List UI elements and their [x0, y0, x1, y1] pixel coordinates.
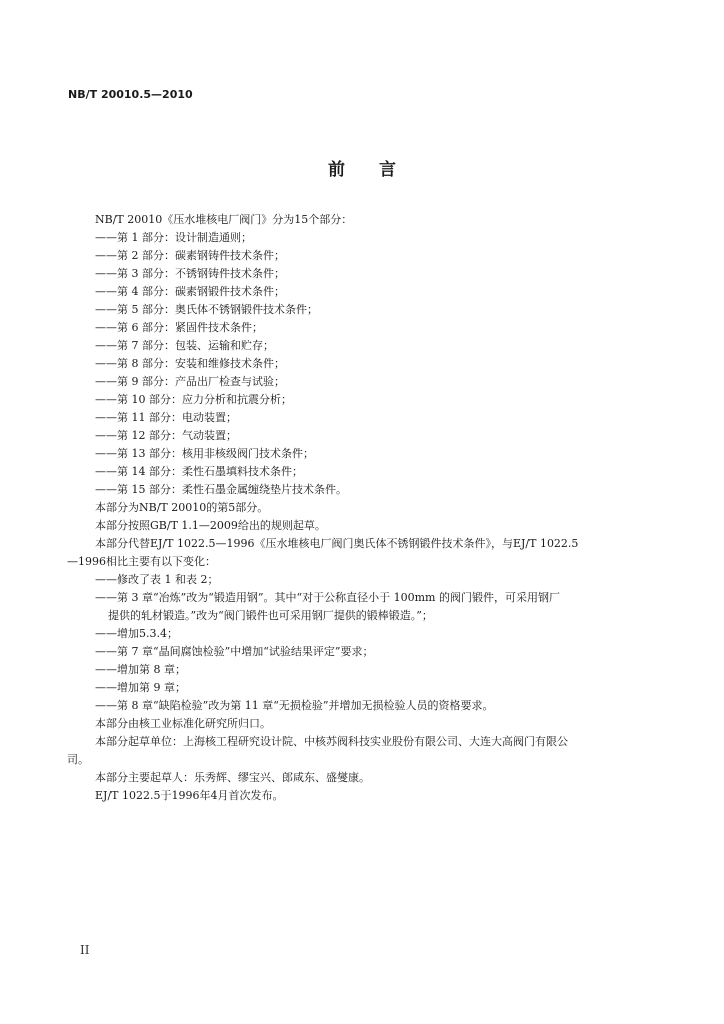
change-item-cont: 提供的轧材锻造。”改为“阀门锻件也可采用钢厂提供的锻棒锻造。”；: [108, 609, 433, 622]
foreword-body: [67, 211, 667, 805]
list-item: ——第 9 部分：产品出厂检查与试验；: [95, 375, 285, 388]
paragraph-first-issue: EJ/T 1022.5于1996年4月首次发布。: [95, 789, 284, 802]
change-item: ——第 3 章“冶炼”改为“锻造用钢”。其中“对于公称直径小于 100mm 的阀门锻件，可采用钢厂: [95, 591, 560, 604]
list-item: ——第 8 部分：安装和维修技术条件；: [95, 357, 285, 370]
list-item: ——第 3 部分：不锈钢铸件技术条件；: [95, 267, 285, 280]
change-item: ——第 7 章“晶间腐蚀检验”中增加“试验结果评定”要求；: [95, 645, 374, 658]
list-item: ——第 15 部分：柔性石墨金属缠绕垫片技术条件。: [95, 483, 347, 496]
paragraph-replacement-cont: —1996相比主要有以下变化：: [67, 555, 216, 568]
list-item: ——第 5 部分：奥氏体不锈钢锻件技术条件；: [95, 303, 318, 316]
list-item: ——第 4 部分：碳素钢锻件技术条件；: [95, 285, 285, 298]
paragraph-drafters: 本部分主要起草人：乐秀辉、缪宝兴、郎咸东、盛燮康。: [95, 771, 370, 784]
paragraph-responsible-org: 本部分由核工业标准化研究所归口。: [95, 717, 271, 730]
list-item: ——第 13 部分：核用非核级阀门技术条件；: [95, 447, 314, 460]
standard-code-header: NB/T 20010.5—2010: [68, 88, 193, 101]
list-item: ——第 11 部分：电动装置；: [95, 411, 237, 424]
title-char-2: 言: [379, 160, 396, 180]
change-item: ——增加5.3.4；: [95, 627, 178, 640]
paragraph-part-statement: 本部分为NB/T 20010的第5部分。: [95, 501, 269, 514]
change-item: ——增加第 8 章；: [95, 663, 186, 676]
paragraph-intro: NB/T 20010《压水堆核电厂阀门》分为15个部分：: [95, 213, 353, 226]
list-item: ——第 1 部分：设计制造通则；: [95, 231, 252, 244]
list-item: ——第 2 部分：碳素钢铸件技术条件；: [95, 249, 285, 262]
paragraph-drafting-units-cont: 司。: [67, 753, 89, 766]
list-item: ——第 10 部分：应力分析和抗震分析；: [95, 393, 292, 406]
title-char-1: 前: [328, 160, 345, 180]
change-item: ——增加第 9 章；: [95, 681, 186, 694]
list-item: ——第 7 部分：包装、运输和贮存；: [95, 339, 274, 352]
paragraph-replacement: 本部分代替EJ/T 1022.5—1996《压水堆核电厂阀门奥氏体不锈钢锻件技术条件》，与EJ/T 1022.5: [95, 537, 579, 550]
change-item: ——第 8 章“缺陷检验”改为第 11 章“无损检验”并增加无损检验人员的资格要求。: [95, 699, 494, 712]
page-title: [0, 155, 724, 180]
list-item: ——第 12 部分：气动装置；: [95, 429, 237, 442]
paragraph-drafting-rules: 本部分按照GB/T 1.1—2009给出的规则起草。: [95, 519, 326, 532]
page-number: II: [80, 943, 90, 957]
list-item: ——第 6 部分：紧固件技术条件；: [95, 321, 263, 334]
list-item: ——第 14 部分：柔性石墨填料技术条件；: [95, 465, 303, 478]
paragraph-drafting-units: 本部分起草单位：上海核工程研究设计院、中核苏阀科技实业股份有限公司、大连大高阀门有限公: [95, 735, 568, 748]
change-item: ——修改了表 1 和表 2；: [95, 573, 219, 586]
